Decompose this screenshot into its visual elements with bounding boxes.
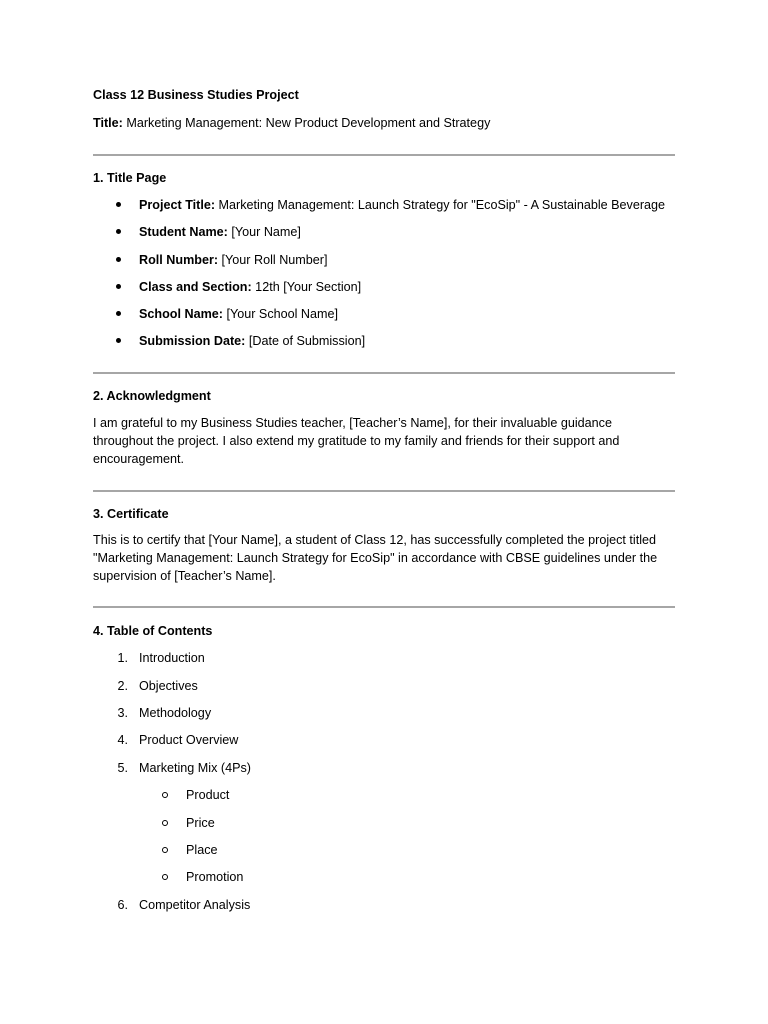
toc-subitem: Price: [186, 816, 215, 830]
circle-bullet-icon: [162, 815, 170, 831]
certificate-line: This is to certify that [Your Name], a student of Class 12, has successfully completed the project titled: [93, 533, 657, 547]
toc-heading: 4. Table of Contents: [93, 624, 213, 638]
certificate-line: "Marketing Management: Launch Strategy for EcoSip" in accordance with CBSE guidelines under the: [93, 551, 658, 565]
title-page-item: [139, 224, 301, 240]
circle-bullet-icon: [162, 869, 170, 885]
toc-number: 3.: [117, 706, 128, 720]
item-value: [Date of Submission]: [245, 334, 366, 348]
item-label: School Name:: [139, 307, 223, 321]
title-page-heading: 1. Title Page: [93, 171, 167, 185]
bullet-icon: [115, 224, 123, 240]
section-divider: [93, 154, 675, 156]
toc-item: Product Overview: [139, 733, 239, 747]
circle-bullet-icon: [162, 787, 170, 803]
title-page-item: [139, 306, 338, 322]
item-value: [Your Roll Number]: [218, 253, 328, 267]
project-title-line: [93, 115, 490, 131]
bullet-icon: [115, 279, 123, 295]
section-divider: [93, 490, 675, 492]
acknowledgment-line: I am grateful to my Business Studies teacher, [Teacher’s Name], for their invaluable guidance: [93, 416, 612, 430]
item-label: Project Title:: [139, 198, 216, 212]
title-page-item: [139, 279, 361, 295]
bullet-icon: [115, 252, 123, 268]
certificate-heading: 3. Certificate: [93, 507, 169, 521]
bullet-icon: [115, 306, 123, 322]
item-label: Roll Number:: [139, 253, 219, 267]
toc-subitem: Place: [186, 843, 218, 857]
project-heading: Class 12 Business Studies Project: [93, 88, 299, 102]
item-label: Student Name:: [139, 225, 228, 239]
toc-number: 4.: [117, 733, 128, 747]
title-value: Marketing Management: New Product Development and Strategy: [122, 116, 491, 130]
toc-item: Competitor Analysis: [139, 898, 251, 912]
toc-number: 5.: [117, 761, 128, 775]
acknowledgment-line: encouragement.: [93, 452, 185, 466]
toc-number: 1.: [117, 651, 128, 665]
toc-number: 6.: [117, 898, 128, 912]
item-label: Class and Section:: [139, 280, 252, 294]
bullet-icon: [115, 197, 123, 213]
toc-subitem: Product: [186, 788, 230, 802]
item-label: Submission Date:: [139, 334, 246, 348]
acknowledgment-line: throughout the project. I also extend my gratitude to my family and friends for their support and: [93, 434, 620, 448]
bullet-icon: [115, 333, 123, 349]
item-value: [Your School Name]: [222, 307, 339, 321]
section-divider: [93, 606, 675, 608]
toc-item: Objectives: [139, 679, 198, 693]
item-value: Marketing Management: Launch Strategy for "EcoSip" - A Sustainable Beverage: [215, 198, 666, 212]
title-label: Title:: [93, 116, 123, 130]
toc-item: Introduction: [139, 651, 205, 665]
toc-subitem: Promotion: [186, 870, 244, 884]
toc-item: Methodology: [139, 706, 212, 720]
toc-number: 2.: [117, 679, 128, 693]
item-value: [Your Name]: [227, 225, 301, 239]
circle-bullet-icon: [162, 842, 170, 858]
title-page-item: [139, 333, 365, 349]
toc-item: Marketing Mix (4Ps): [139, 761, 251, 775]
item-value: 12th [Your Section]: [251, 280, 362, 294]
title-page-item: [139, 197, 665, 213]
section-divider: [93, 372, 675, 374]
acknowledgment-heading: 2. Acknowledgment: [93, 389, 211, 403]
title-page-item: [139, 252, 328, 268]
certificate-line: supervision of [Teacher’s Name].: [93, 569, 276, 583]
